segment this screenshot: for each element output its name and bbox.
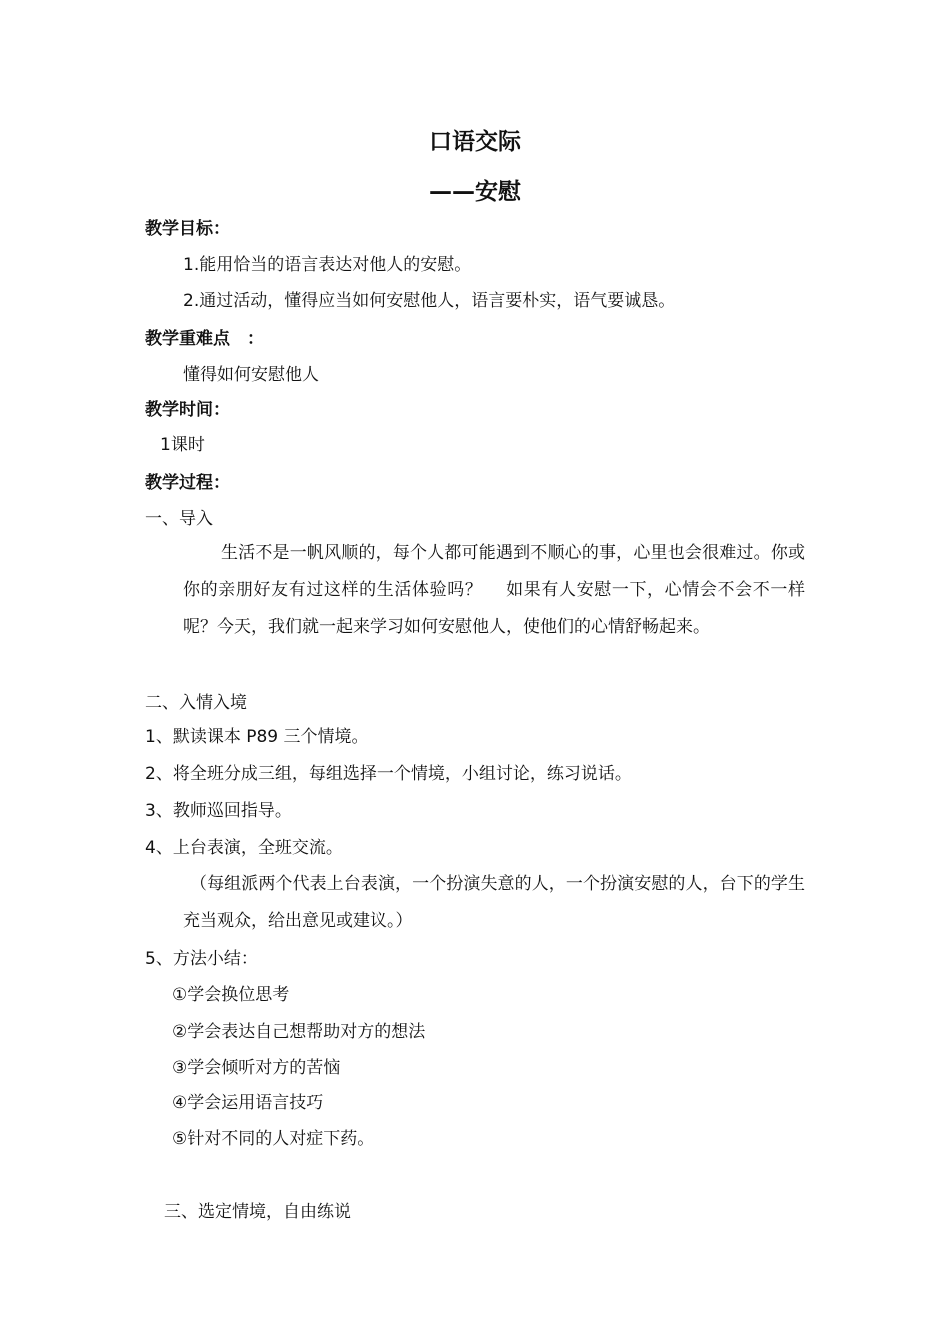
- summary-item-3: ③学会倾听对方的苦恼: [172, 1058, 341, 1078]
- section3-heading: 三、选定情境，自由练说: [164, 1202, 351, 1222]
- step-4-note: （每组派两个代表上台表演，一个扮演失意的人，一个扮演安慰的人，台下的学生充当观众，给出意见或建议。）: [183, 874, 805, 931]
- section1-paragraph: 生活不是一帆风顺的，每个人都可能遇到不顺心的事，心里也会很难过。你或你的亲朋好友有过这样的生活体验吗？ 如果有人安慰一下，心情会不会不一样呢？今天，我们就一起来学习如何安慰他人，使他们的心情舒畅起来。: [183, 543, 805, 637]
- time-text: 1课时: [160, 435, 205, 455]
- step-1: 1、默读课本 P89 三个情境。: [145, 727, 369, 747]
- step-3: 3、教师巡回指导。: [145, 801, 292, 821]
- summary-item-1: ①学会换位思考: [172, 985, 290, 1005]
- page-subtitle: ——安慰: [429, 179, 521, 205]
- summary-item-5: ⑤针对不同的人对症下药。: [172, 1129, 375, 1149]
- step-4: 4、上台表演，全班交流。: [145, 838, 343, 858]
- step-2: 2、将全班分成三组，每组选择一个情境，小组讨论，练习说话。: [145, 764, 632, 784]
- process-heading: 教学过程：: [145, 473, 230, 493]
- summary-heading: 5、方法小结：: [145, 949, 258, 969]
- summary-item-4: ④学会运用语言技巧: [172, 1093, 324, 1113]
- key-points-text: 懂得如何安慰他人: [183, 365, 319, 385]
- time-heading: 教学时间：: [145, 400, 230, 420]
- goals-heading: 教学目标：: [145, 219, 230, 239]
- section2-heading: 二、入情入境: [145, 693, 247, 713]
- page-title: 口语交际: [429, 129, 521, 155]
- goal-item-1: 1.能用恰当的语言表达对他人的安慰。: [183, 255, 472, 275]
- section1-heading: 一、导入: [145, 509, 213, 529]
- key-points-heading: 教学重难点 ：: [145, 329, 264, 349]
- summary-item-2: ②学会表达自己想帮助对方的想法: [172, 1022, 426, 1042]
- goal-item-2: 2.通过活动，懂得应当如何安慰他人，语言要朴实，语气要诚恳。: [183, 291, 676, 311]
